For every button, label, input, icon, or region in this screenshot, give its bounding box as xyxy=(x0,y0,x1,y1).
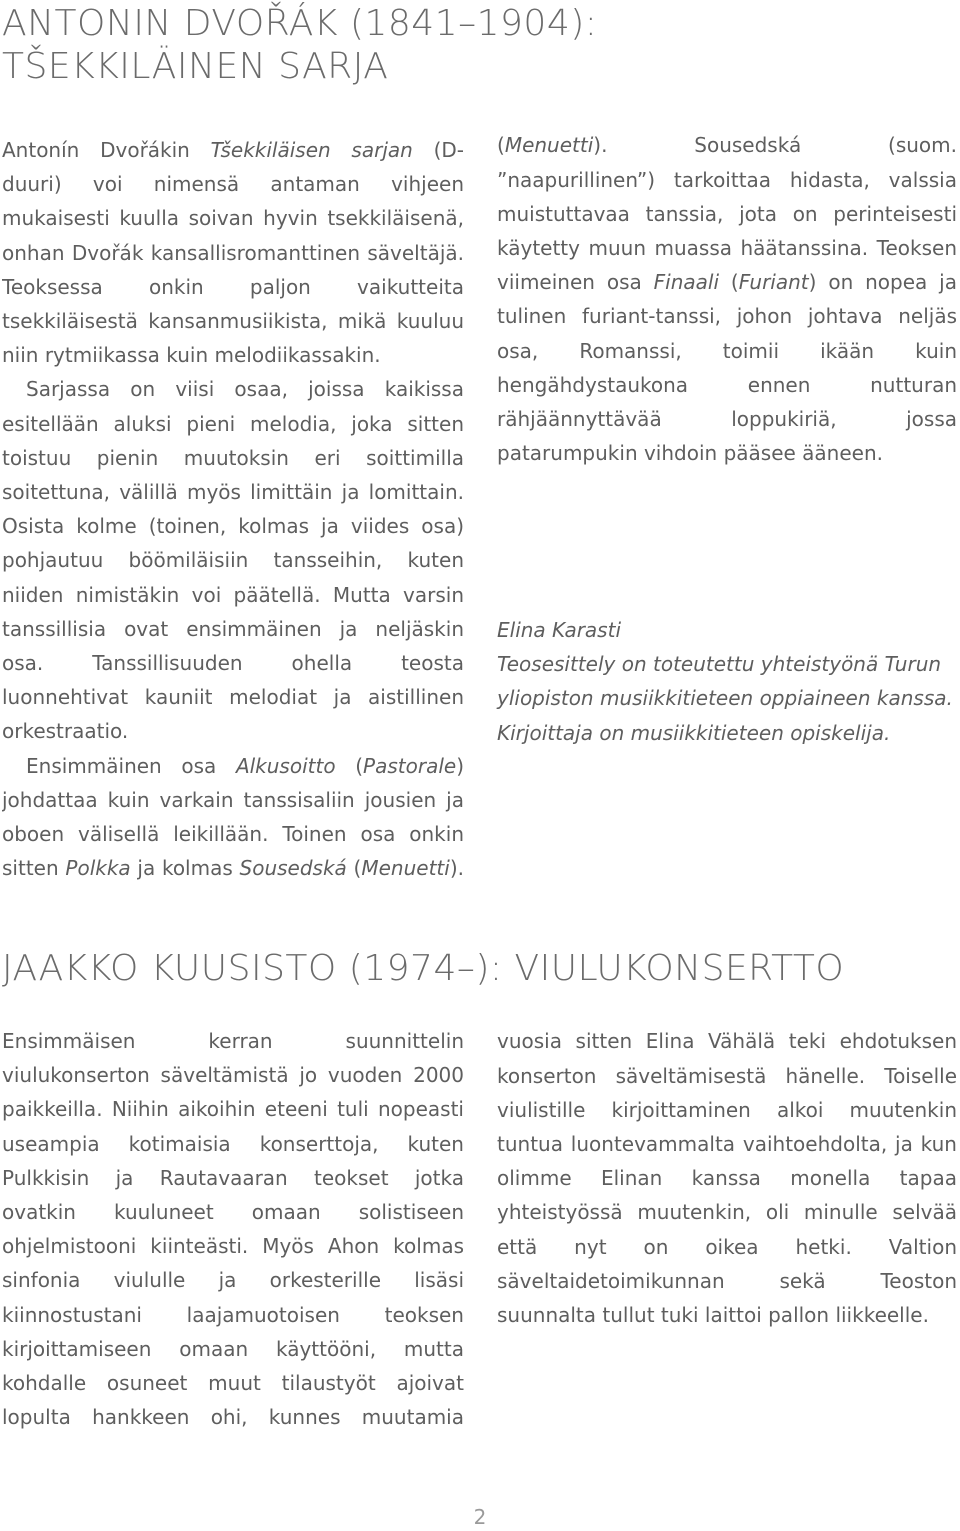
author-name: Elina Karasti xyxy=(497,618,621,642)
section-title-dvorak xyxy=(2,2,597,88)
dvorak-column-left xyxy=(2,133,464,890)
author-note: Teosesittely on toteutettu yhteistyönä Turun yliopiston musiikkitieteen oppiaineen kanssa. Kirjoittaja on musiikkitieteen opiskelija. xyxy=(497,652,953,745)
kuusisto-paragraph-1: Ensimmäisen kerran suunnittelin viulukonserton säveltämistä jo vuoden 2000 paikkeilla. Niihin aikoihin eteeni tuli nopeasti useampia kotimaisia konserttoja, kuten Pulkkisin ja Rautavaaran teokset jotka ovatkin kuuluneet omaan solistiseen ohjelmistooni kiinteästi. Myös Ahon kolmas sinfonia viululle ja orkesterille lisäsi kiinnostustani laajamuotoisen teoksen kirjoittamiseen omaan käyttööni, mutta kohdalle osuneet muut tilaustyöt ajoivat lopulta hankkeen ohi, kunnes muutamia xyxy=(2,1029,464,1430)
section-title-line-1: ANTONIN DVOŘÁK (1841–1904): xyxy=(2,3,598,44)
section-title-line-2: TŠEKKILÄINEN SARJA xyxy=(2,46,389,87)
dvorak-paragraph-3-start: Ensimmäinen osa Alkusoitto (Pastorale) johdattaa kuin varkain tanssisaliin jousien ja oboen välisellä leikillään. Toinen osa onkin sitten Polkka ja kolmas Sousedská (Menuetti). xyxy=(2,753,464,881)
dvorak-column-right-text xyxy=(497,133,957,600)
page-number: 2 xyxy=(473,1505,487,1529)
dvorak-paragraph-2: Sarjassa on viisi osaa, joissa kaikissa esitellään aluksi pieni melodia, joka sitten toistuu pienin muutoksin eri soittimilla soitettuna, välillä myös limittäin ja lomittain. Osista kolme (toinen, kolmas ja viides osa) pohjautuu böömiläisiin tansseihin, kuten niiden nimistäkin voi päätellä. Mutta varsin tanssillisia ovat ensimmäinen ja neljäskin osa. Tanssillisuuden ohella teosta luonnehtivat kauniit melodiat ja aistillinen orkestraatio. xyxy=(2,377,464,744)
kuusisto-column-left xyxy=(2,1024,464,1434)
work-title-italic: Tšekkiläisen sarjan xyxy=(210,138,413,162)
dvorak-column-right xyxy=(497,613,957,750)
kuusisto-column-right xyxy=(497,1024,957,1404)
kuusisto-paragraph-1: vuosia sitten Elina Vähälä teki ehdotuksen konserton säveltämisestä hänelle. Toiselle viulistille kirjoittaminen alkoi muutenkin tuntua luontevammalta vaihtoehdolta, ja kun olimme Elinan kanssa monella tapaa yhteistyössä muutenkin, oli minulle selvää että nyt on oikea hetki. Valtion säveltaidetoimikunnan sekä Teoston suunnalta tullut tuki laittoi pallon liikkeelle. xyxy=(497,1029,957,1328)
section-title-kuusisto: JAAKKO KUUSISTO (1974–): VIULUKONSERTTO xyxy=(2,948,845,989)
author-credit xyxy=(497,613,957,750)
dvorak-paragraph-3-start: (Menuetti). Sousedská (suom. ”naapurillinen”) tarkoittaa hidasta, valssia muistuttavaa tanssia, jota on perinteisesti käytetty muun muassa häätanssina. Teoksen viimeinen osa Finaali (Furiant) on nopea ja tulinen furiant-tanssi, johon johtava neljäs osa, Romanssi, toimii ikään kuin hengähdystaukona ennen nutturan rähjäännyttävää loppukiriä, jossa patarumpukin vihdoin pääsee ääneen. xyxy=(497,133,957,466)
dvorak-paragraph-1: Antonín Dvořákin Tšekkiläisen sarjan (D-duuri) voi nimensä antaman vihjeen mukaisesti kuulla soivan hyvin tsekkiläisenä, onhan Dvořák kansallisromanttinen säveltäjä. Teoksessa onkin paljon vaikutteita tsekkiläisestä kansanmusiikista, mikä kuuluu niin rytmiikassa kuin melodiikassakin. xyxy=(2,138,464,368)
